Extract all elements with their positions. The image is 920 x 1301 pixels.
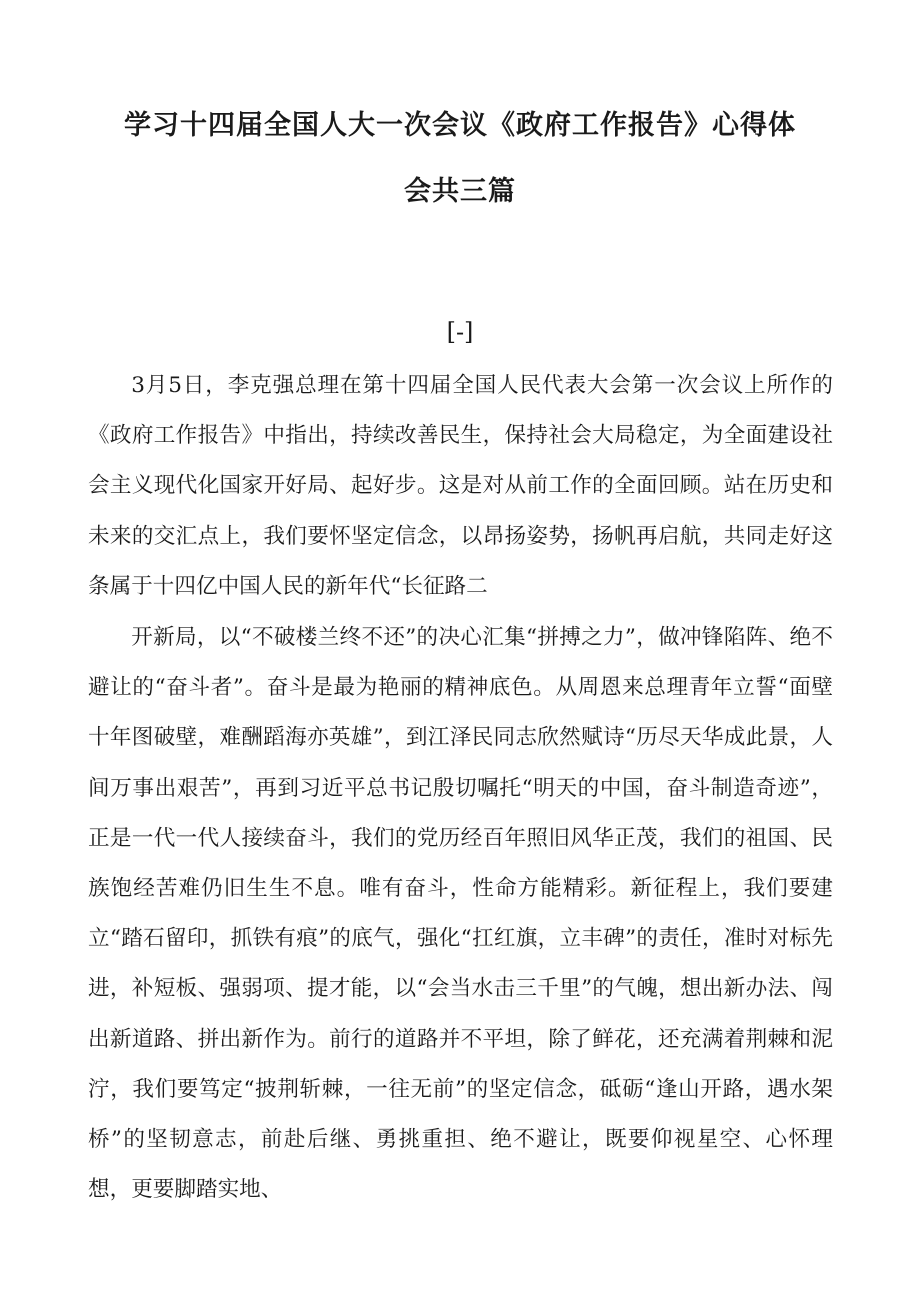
paragraph-1: 3月5日，李克强总理在第十四届全国人民代表大会第一次会议上所作的《政府工作报告》中指出，持续改善民生，保持社会大局稳定，为全面建设社会主义现代化国家开好局、起好步。这是对从前工作的全面回顾。站在历史和未来的交汇点上，我们要怀坚定信念，以昂扬姿势，扬帆再启航，共同走好这条属于十四亿中国人民的新年代“长征路二	[88, 373, 833, 599]
document-title-line-1: 学习十四届全国人大一次会议《政府工作报告》心得体	[124, 110, 796, 141]
section-marker: [-]	[446, 318, 474, 346]
document-title-line-2: 会共三篇	[404, 176, 516, 207]
paragraph-2: 开新局，以“不破楼兰终不还”的决心汇集“拼搏之力”，做冲锋陷阵、绝不避让的“奋斗者”。奋斗是最为艳丽的精神底色。从周恩来总理青年立誓“面壁十年图破壁，难酬蹈海亦英雄”，到江泽民同志欣然赋诗“历尽天华成此景，人间万事出艰苦”，再到习近平总书记殷切嘱托“明天的中国，奋斗制造奇迹”，正是一代一代人接续奋斗，我们的党历经百年照旧风华正茂，我们的祖国、民族饱经苦难仍旧生生不息。唯有奋斗，性命方能精彩。新征程上，我们要建立“踏石留印，抓铁有痕”的底气，强化“扛红旗，立丰碑”的责任，准时对标先进，补短板、强弱项、提才能，以“会当水击三千里”的气魄，想出新办法、闯出新道路、拼出新作为。前行的道路并不平坦，除了鲜花，还充满着荆棘和泥泞，我们要笃定“披荆斩棘，一往无前”的坚定信念，砥砺“逢山开路，遇水架桥”的坚韧意志，前赴后继、勇挑重担、绝不避让，既要仰视星空、心怀理想，更要脚踏实地、	[88, 625, 833, 1203]
